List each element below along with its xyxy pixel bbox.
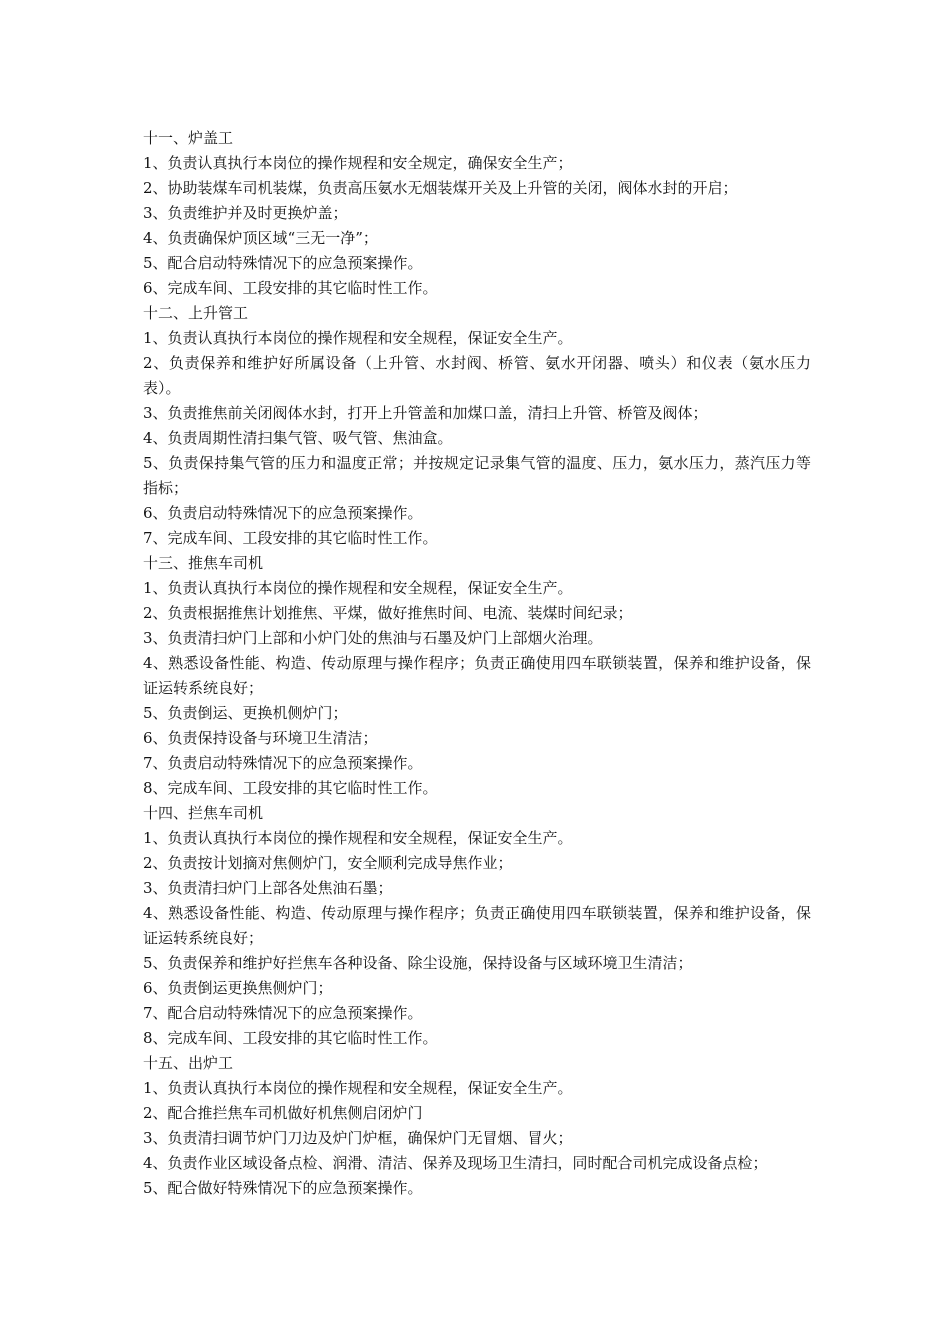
list-item: 1、负责认真执行本岗位的操作规程和安全规定，确保安全生产；: [143, 154, 573, 172]
section-heading: 十二、上升管工: [143, 304, 249, 322]
section-15: [143, 1051, 811, 1201]
list-item: 2、负责保养和维护好所属设备（上升管、水封阀、桥管、氨水开闭器、喷头）和仪表（氨水压力表）。: [143, 354, 811, 397]
list-item: 7、完成车间、工段安排的其它临时性工作。: [143, 529, 438, 547]
list-item: 6、负责保持设备与环境卫生清洁；: [143, 729, 378, 747]
list-item: 4、负责周期性清扫集气管、吸气管、焦油盒。: [143, 429, 453, 447]
list-item: 6、负责倒运更换焦侧炉门；: [143, 979, 333, 997]
list-item: 8、完成车间、工段安排的其它临时性工作。: [143, 779, 438, 797]
document-page: [143, 126, 811, 1201]
section-heading: 十四、拦焦车司机: [143, 804, 264, 822]
list-item: 4、熟悉设备性能、构造、传动原理与操作程序；负责正确使用四车联锁装置，保养和维护设备，保证运转系统良好；: [143, 654, 811, 697]
list-item: 2、协助装煤车司机装煤，负责高压氨水无烟装煤开关及上升管的关闭，阀体水封的开启；: [143, 179, 738, 197]
list-item: 8、完成车间、工段安排的其它临时性工作。: [143, 1029, 438, 1047]
list-item: 5、负责倒运、更换机侧炉门；: [143, 704, 348, 722]
section-11: [143, 126, 811, 301]
list-item: 6、负责启动特殊情况下的应急预案操作。: [143, 504, 423, 522]
list-item: 5、负责保养和维护好拦焦车各种设备、除尘设施，保持设备与区域环境卫生清洁；: [143, 954, 693, 972]
list-item: 7、负责启动特殊情况下的应急预案操作。: [143, 754, 423, 772]
section-heading: 十三、推焦车司机: [143, 554, 264, 572]
list-item: 2、配合推拦焦车司机做好机焦侧启闭炉门: [143, 1104, 423, 1122]
list-item: 2、负责按计划摘对焦侧炉门，安全顺利完成导焦作业；: [143, 854, 513, 872]
list-item: 5、配合做好特殊情况下的应急预案操作。: [143, 1179, 423, 1197]
list-item: 7、配合启动特殊情况下的应急预案操作。: [143, 1004, 423, 1022]
section-heading: 十一、炉盖工: [143, 129, 234, 147]
list-item: 1、负责认真执行本岗位的操作规程和安全规程，保证安全生产。: [143, 329, 573, 347]
section-heading: 十五、出炉工: [143, 1054, 234, 1072]
list-item: 6、完成车间、工段安排的其它临时性工作。: [143, 279, 438, 297]
list-item: 3、负责清扫炉门上部和小炉门处的焦油与石墨及炉门上部烟火治理。: [143, 629, 603, 647]
list-item: 3、负责推焦前关闭阀体水封，打开上升管盖和加煤口盖，清扫上升管、桥管及阀体；: [143, 404, 708, 422]
section-12: [143, 301, 811, 551]
list-item: 1、负责认真执行本岗位的操作规程和安全规程，保证安全生产。: [143, 1079, 573, 1097]
list-item: 4、负责作业区域设备点检、润滑、清洁、保养及现场卫生清扫，同时配合司机完成设备点检；: [143, 1154, 768, 1172]
section-14: [143, 801, 811, 1051]
list-item: 1、负责认真执行本岗位的操作规程和安全规程，保证安全生产。: [143, 829, 573, 847]
list-item: 3、负责维护并及时更换炉盖；: [143, 204, 348, 222]
list-item: 3、负责清扫调节炉门刀边及炉门炉框，确保炉门无冒烟、冒火；: [143, 1129, 573, 1147]
list-item: 5、配合启动特殊情况下的应急预案操作。: [143, 254, 423, 272]
section-13: [143, 551, 811, 801]
list-item: 3、负责清扫炉门上部各处焦油石墨；: [143, 879, 393, 897]
list-item: 2、负责根据推焦计划推焦、平煤，做好推焦时间、电流、装煤时间纪录；: [143, 604, 633, 622]
list-item: 1、负责认真执行本岗位的操作规程和安全规程，保证安全生产。: [143, 579, 573, 597]
list-item: 4、熟悉设备性能、构造、传动原理与操作程序；负责正确使用四车联锁装置，保养和维护设备，保证运转系统良好；: [143, 904, 811, 947]
list-item: 4、负责确保炉顶区域“三无一净”；: [143, 229, 378, 247]
list-item: 5、负责保持集气管的压力和温度正常；并按规定记录集气管的温度、压力，氨水压力，蒸汽压力等指标；: [143, 454, 811, 497]
